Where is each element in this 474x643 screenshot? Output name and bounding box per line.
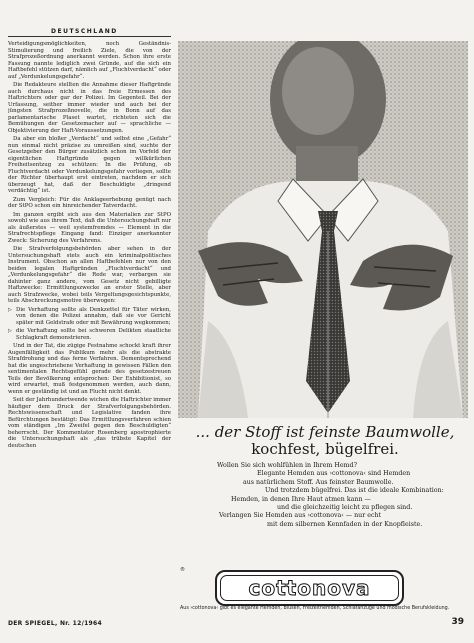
- article-paragraph: Im ganzen ergibt sich aus den Materialien zur StPO sowohl wie aus ihrem Text, daß die Untersuchungshaft nur als äußerstes — weil systemfremdes — Element in die Strafrechtspflege Eingang fand: Einziger anerkannter Zweck: Sicherung des Verfahrens.: [8, 211, 171, 244]
- article-paragraph: Da aber ein bloßer „Verdacht“ und selbst eine „Gefahr“ nun einmal nicht präzise zu umreißen sind, suchte der Gesetzgeber den Bürger zusätzlich schon im Vorfeld der eigentlichen Haftgründe gegen willkürlichen Freiheitsentzug zu schützen: In die Prüfung, ob Fluchtverdacht oder Verdunkelungsgefahr vorliegen, sollte der Richter überhaupt erst eintreten, nachdem er sich überzeugt hat, daß der Beschuldigte „dringend verdächtig“ ist.: [8, 136, 171, 194]
- article-paragraph: Zum Vergleich: Für die Anklageerhebung genügt nach der StPO schon ein hinreichender Tatverdacht.: [8, 196, 171, 209]
- shirt-photo-illustration: [178, 41, 468, 418]
- page-number: 39: [451, 617, 464, 627]
- ad-copy-line: Elegante Hemden aus ›cottonova‹ sind Hemden: [257, 470, 411, 478]
- header-rule: [8, 36, 171, 37]
- ad-copy-line: Wollen Sie sich wohlfühlen in Ihrem Hemd?: [217, 462, 357, 469]
- section-label: DEUTSCHLAND: [48, 28, 121, 35]
- ad-copy-line: und die gleichzeitig leicht zu pflegen sind.: [277, 504, 413, 512]
- article-paragraph: Die Redakteure stellten die Annahme dieser Haftgründe auch durchaus nicht in das freie Ermessen des Haftrichters oder gar der Polizei. Im Gegenteil. Bei der Urfassung, seither immer wieder und auch bei der jüngsten Strafprozeßnovelle, die in Bonn auf das parlamentarische Plaset wartet, richteten sich die Bemühungen der Gesetzemacher auf — sprachliche — Objektivierung der Haft-Voraussetzungen.: [8, 82, 171, 134]
- cottonova-logo: [215, 570, 404, 606]
- ad-copy-line: Hemden, in denen Ihre Haut atmen kann —: [231, 495, 371, 503]
- cottonova-logo-text: cottonova: [220, 575, 399, 601]
- ad-copy-line: Verlangen Sie Hemden aus ›cottonova‹ — nur echt: [219, 512, 382, 520]
- ad-copy-line: Und trotzdem bügelfrei. Das ist die ideale Kombination:: [265, 487, 444, 495]
- ad-copy-line: mit dem silbernen Kennfaden in der Knopfleiste.: [267, 520, 423, 528]
- article-bullet: ▷ die Verhaftung sollte bei schweren Delikten staatliche Schlagkraft demonstrieren.: [8, 328, 171, 341]
- article-bullet: ▷ Die Verhaftung sollte als Denkzettel für Täter wirken, von denen die Polizei annahm, daß sie vor Gericht später mit Geldstrafe oder mit Bewährung wegkommen;: [8, 307, 171, 327]
- ad-photo-man-in-shirt: [178, 41, 468, 418]
- article-paragraph: Verteidigungsmöglichkeiten, noch Geständnis-Stimulierung und freilich Ziele, die von der Strafprozeßordnung anerkannt werden. Schon ihre erste Fassung nannte lediglich zwei Gründe, auf die sich ein Haftbefehl stützen darf, nämlich auf „Fluchtverdacht“ oder auf „Verdunkelungsgefahr“.: [8, 41, 171, 80]
- ad-headline-line1: ... der Stoff ist feinste Baumwolle,: [195, 423, 455, 441]
- article-paragraph: Die Strafverfolgungsbehörden aber sehen in der Untersuchungshaft stets auch ein kriminalpolitisches Instrument. Obschon an allen Haftbefehlen nur von den beiden legalen Haftgründen „Fluchtverdacht“ und „Verdunkelungsgefahr“ die Rede war, verbargen sie dahinter ganz andere, vom Gesetz nicht gebilligte Haftzwecke: Ermittlungszwecke an erster Stelle, aber auch Strafzwecke, wobei teils Vergeltungsgesichtspunkte, teils Abschreckungsmotive überwogen:: [8, 246, 171, 304]
- ad-copy-line: aus natürlichem Stoff. Aus feinster Baumwolle.: [243, 478, 394, 486]
- ad-copy: [215, 462, 445, 529]
- article-column: [8, 41, 171, 611]
- ad-headline-line2: kochfest, bügelfrei.: [251, 440, 399, 458]
- article-paragraph: Seit der Jahrhundertwende wichen die Haftrichter immer häufiger dem Druck der Strafverfolgungsbehörden. Rechtswissenschaft und Legislative fanden ihre Befürchtungen bestätigt: Das Ermittlungsverfahren schien vom ständigen „Im Zweifel gegen den Beschuldigten“ beherrscht. Der Kommentator Rosenberg apostrophierte die Untersuchungshaft als „das trübste Kapitel der deutschen: [8, 397, 171, 449]
- registered-mark: ®: [180, 567, 185, 573]
- magazine-footer: DER SPIEGEL, Nr. 12/1964: [8, 620, 102, 627]
- ad-headline: [185, 424, 465, 458]
- article-paragraph: Und in der Tat, die zügige Festnahme schockt kraft ihrer Augenfälligkeit das Publikum mehr als die abstrakte Strafdrohung und das ferne Verfahren. Dementsprechend hat die ungeschriebene Verhaftung in gewissen Fällen den sentimentalen Rechtsgefühl gerade des gesetzestreuen Teils der Bevölkerung entsprochen: Der Exhibitionist, so wird erwartet, muß festgenommen werden, auch dann, wenn er geständig ist und an Flucht nicht denkt.: [8, 343, 171, 395]
- ad-footnote: Aus ›cottonova‹ gibt es elegante Hemden, Blusen, Freizeithemden, Schlafanzüge und modische Berufskleidung.: [180, 606, 450, 611]
